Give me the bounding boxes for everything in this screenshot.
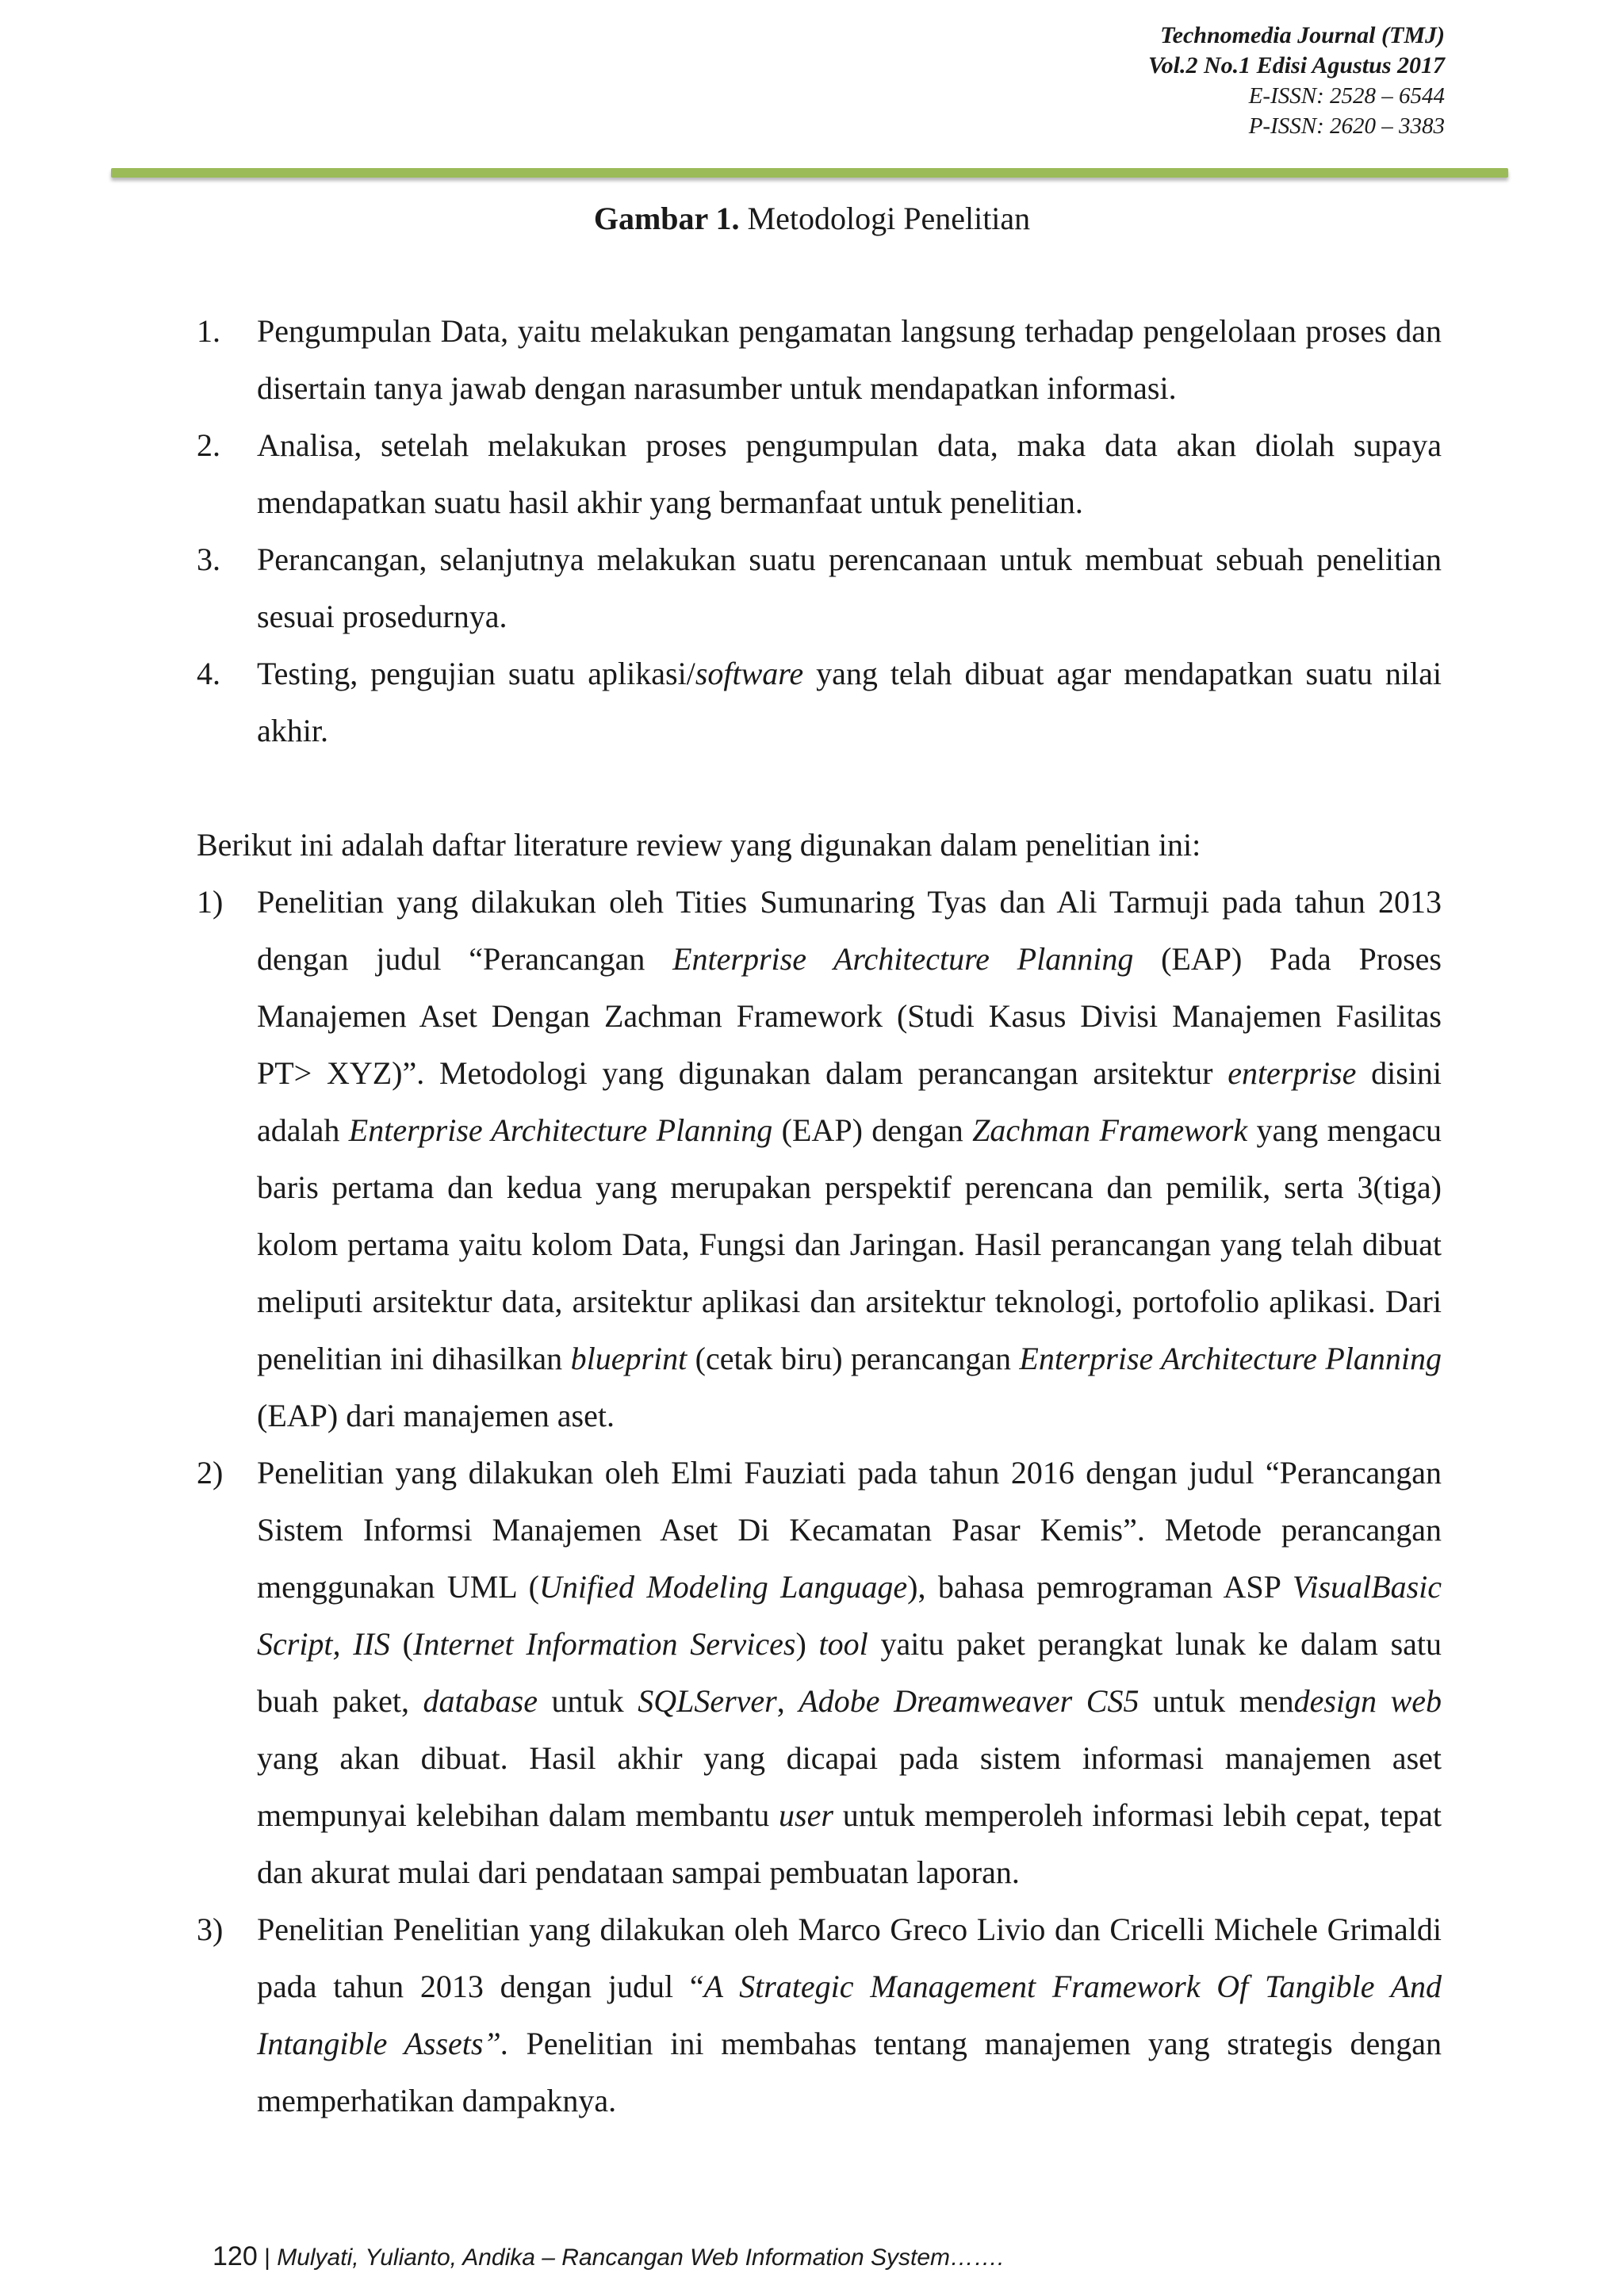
review-text: (EAP) dari manajemen aset. [257,1398,615,1433]
page-footer [213,2241,1004,2274]
review-text: Penelitian yang dilakukan oleh Tities Sumunaring Tyas dan Ali Tarmuji pada tahun 2013 dengan judul “Perancangan [257,884,1442,977]
step-text: yang telah dibuat agar mendapatkan suatu nilai akhir. [257,656,1442,748]
review-text: ) [795,1626,819,1662]
method-step-1 [197,303,1442,417]
step-text: Analisa, setelah melakukan proses pengumpulan data, maka data akan diolah supaya mendapatkan suatu hasil akhir yang bermanfaat untuk penelitian. [257,427,1442,520]
step-text: Perancangan, selanjutnya melakukan suatu perencanaan untuk membuat sebuah penelitian sesuai prosedurnya. [257,541,1442,634]
review-text: untuk men [1139,1683,1294,1719]
method-step-4 [197,645,1442,760]
step-text-italic: software [695,656,804,691]
review-text: yang mengacu baris pertama dan kedua yang merupakan perspektif perencana dan pemilik, serta 3(tiga) kolom pertama yaitu kolom Data, Fungsi dan Jaringan. Hasil perancangan yang telah dibuat meliputi arsitektur data, arsitektur aplikasi dan arsitektur teknologi, portofolio aplikasi. Dari penelitian ini dihasilkan [257,1112,1442,1376]
page-number: 120 [213,2241,258,2271]
review-number: 2) [197,1455,224,1490]
method-step-2 [197,417,1442,531]
review-text: untuk memperoleh informasi lebih cepat, tepat dan akurat mulai dari pendataan sampai pembuatan laporan. [257,1797,1442,1890]
page-body [197,303,1442,2130]
review-text: untuk [537,1683,638,1719]
step-number: 2. [197,427,220,463]
review-text-italic: SQLServer [638,1683,777,1719]
review-item-2 [197,1445,1442,1901]
review-text-italic: user [779,1797,833,1833]
review-text-italic: Zachman Framework [972,1112,1248,1148]
journal-title: Technomedia Journal (TMJ) [1160,22,1445,48]
figure-caption-text: Metodologi Penelitian [739,201,1031,236]
review-text-italic: design web [1293,1683,1442,1719]
step-text: Pengumpulan Data, yaitu melakukan pengamatan langsung terhadap pengelolaan proses dan disertain tanya jawab dengan narasumber untuk mendapatkan informasi. [257,313,1442,406]
footer-running-title: Mulyati, Yulianto, Andika – Rancangan Web Information System……. [277,2244,1005,2271]
review-text-italic: database [423,1683,538,1719]
review-text: Penelitian yang dilakukan oleh Elmi Fauziati pada tahun 2016 dengan judul “Perancangan Sistem Informsi Manajemen Aset Di Kecamatan Pasar Kemis”. Metode perancangan menggunakan UML ( [257,1455,1442,1605]
review-number: 3) [197,1911,224,1947]
review-text: disini adalah [257,1055,1442,1148]
review-text: , [776,1683,799,1719]
review-text-italic: Internet Information Services [413,1626,796,1662]
review-text: yang akan dibuat. Hasil akhir yang dicapai pada sistem informasi manajemen aset mempunyai kelebihan dalam membantu [257,1740,1442,1833]
review-text-italic: Enterprise Architecture Planning [1019,1341,1442,1376]
journal-eissn: E-ISSN: 2528 – 6544 [1248,83,1445,109]
review-text-italic: A Strategic Management Framework Of Tangible And Intangible Assets”. [257,1969,1442,2061]
step-number: 4. [197,656,220,691]
figure-caption-label: Gambar 1. [593,201,740,236]
method-step-3 [197,531,1442,645]
journal-volume: Vol.2 No.1 Edisi Agustus 2017 [1148,52,1445,78]
review-number: 1) [197,884,224,920]
journal-pissn: P-ISSN: 2620 – 3383 [1248,113,1445,139]
review-text-italic: blueprint [570,1341,688,1376]
review-text: Penelitian Penelitian yang dilakukan oleh Marco Greco Livio dan Cricelli Michele Grimaldi pada tahun 2013 dengan judul “ [257,1911,1442,2004]
review-text: Penelitian ini membahas tentang manajemen yang strategis dengan memperhatikan dampaknya. [257,2026,1442,2118]
review-text-italic: tool [818,1626,868,1662]
review-text: ( [389,1626,413,1662]
step-text: Testing, pengujian suatu aplikasi/ [257,656,695,691]
journal-header [890,21,1445,141]
review-text-italic: VisualBasic Script, IIS [257,1569,1442,1662]
review-item-3 [197,1901,1442,2130]
review-text: ), bahasa pemrograman ASP [907,1569,1293,1605]
review-text-italic: Enterprise Architecture Planning [348,1112,773,1148]
step-number: 1. [197,313,220,349]
review-text-italic: Unified Modeling Language [538,1569,908,1605]
footer-separator: | [257,2244,278,2271]
review-text: (cetak biru) perancangan [687,1341,1020,1376]
review-text-italic: enterprise [1228,1055,1357,1091]
review-text-italic: Adobe Dreamweaver CS5 [799,1683,1139,1719]
review-item-1 [197,874,1442,1445]
review-intro: Berikut ini adalah daftar literature review yang digunakan dalam penelitian ini: [197,827,1201,863]
review-text: (EAP) dengan [772,1112,973,1148]
header-divider [111,168,1508,178]
step-number: 3. [197,541,220,577]
figure-caption [0,197,1624,241]
review-text-italic: Enterprise Architecture Planning [672,941,1134,977]
review-text: yaitu paket perangkat lunak ke dalam satu buah paket, [257,1626,1442,1719]
review-text: (EAP) Pada Proses Manajemen Aset Dengan Zachman Framework (Studi Kasus Divisi Manajemen Fasilitas PT> XYZ)”. Metodologi yang digunakan dalam perancangan arsitektur [257,941,1442,1091]
